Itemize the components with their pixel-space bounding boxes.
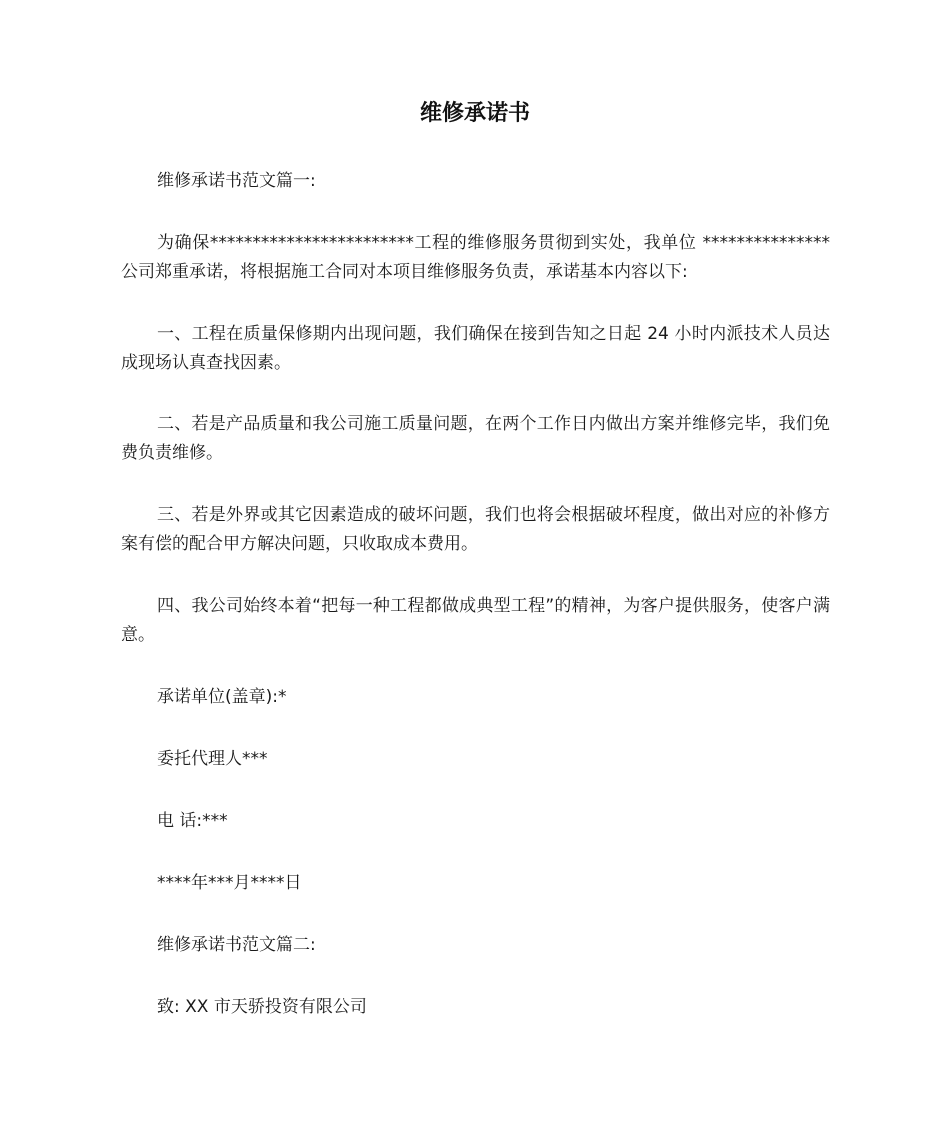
- section-heading-2: 维修承诺书范文篇二:: [157, 935, 316, 955]
- document-title: 维修承诺书: [419, 101, 530, 126]
- clause-paragraph-2: 二、若是产品质量和我公司施工质量问题，在两个工作日内做出方案并维修完毕，我们免费负责维修。: [121, 414, 830, 463]
- signature-date: ****年***月****日: [157, 873, 302, 893]
- clause-paragraph-3: 三、若是外界或其它因素造成的破坏问题，我们也将会根据破坏程度，做出对应的补修方案有偿的配合甲方解决问题，只收取成本费用。: [121, 505, 830, 554]
- section-heading-1: 维修承诺书范文篇一:: [157, 171, 316, 191]
- signature-agent: 委托代理人***: [157, 749, 268, 769]
- clause-paragraph-1: 一、工程在质量保修期内出现问题，我们确保在接到告知之日起 24 小时内派技术人员达成现场认真查找因素。: [121, 324, 830, 373]
- addressee-line: 致: XX 市天骄投资有限公司: [157, 997, 367, 1017]
- signature-unit: 承诺单位(盖章):*: [157, 687, 287, 707]
- signature-phone: 电 话:***: [157, 811, 228, 831]
- intro-paragraph: 为确保************************工程的维修服务贯彻到实处，我单位 ***************公司郑重承诺，将根据施工合同对本项目维修服务负责，承诺基本内容以下:: [121, 233, 830, 282]
- clause-paragraph-4: 四、我公司始终本着“把每一种工程都做成典型工程”的精神，为客户提供服务，使客户满意。: [121, 596, 830, 645]
